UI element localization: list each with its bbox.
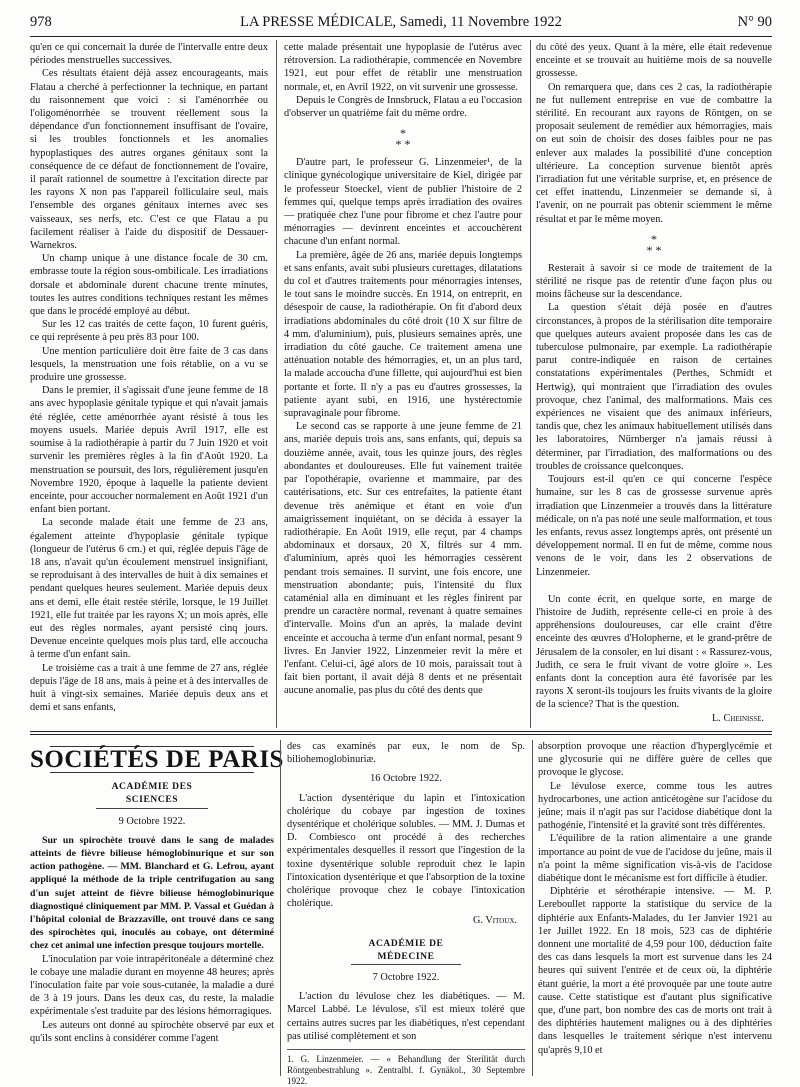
paragraph: L'action dysentérique du lapin et l'intoxication cholérique du cobaye par ingestion de toxines dysentérique et cholérique solubles. — MM. J. Dumas et D. Combiesco ont procédé à des recherches expérimentales desquelles il ressort que l'ingestion de la toxine dysentérique soluble reproduit chez le lapin l'intoxication dysentérique et que l'absorption de la toxine cholérique provoque chez le cobaye l'intoxication cholérique. xyxy=(287,792,525,910)
paragraph: Les auteurs ont donné au spirochète observé par eux et qu'ils sont enclins à considérer comme l'agent xyxy=(30,1019,274,1044)
footnote: 1. G. Linzenmeier. — « Behandlung der Sterilität durch Röntgenbestrahlung ». Zentralbl. f. Gynäkol., 30 Septembre 1922. xyxy=(287,1049,525,1087)
column-rule xyxy=(276,40,277,728)
author-signature: G. Vitoux. xyxy=(472,915,517,927)
column-rule xyxy=(532,740,533,1076)
page-number: 978 xyxy=(30,14,52,30)
page-header xyxy=(30,14,772,34)
academy-heading: ACADÉMIE DES SCIENCES xyxy=(96,781,208,808)
paragraph: On remarquera que, dans ces 2 cas, la radiothérapie ne fut nullement entreprise en vue de combattre la stérilité. En recourant aux rayons de Röntgen, on se proposait seulement de remédier aux hémorragies, mais on eut soin de choisir des doses faibles pour ne pas enlever aux malades la possibilité d'une conception ultérieure. La conception survenue bientôt après l'irradiation fut une véritable surprise, et, en présence de cet effet inattendu, Linzenmeier se demande si, à l'avenir, on ne pourrait pas obtenir sciemment le même résultat et par le même moyen. xyxy=(536,81,772,225)
session-date: 9 Octobre 1922. xyxy=(118,815,186,827)
paragraph: Le lévulose exerce, comme tous les autres hydrocarbones, une action anticétogène sur l'acidose du jeûne; mais il n'agit pas sur l'acidose diabétique dont la pathogénie, l'intensité et la gravité sont très différentes. xyxy=(538,780,772,832)
session-date: 7 Octobre 1922. xyxy=(372,972,440,984)
header-rule xyxy=(30,36,772,37)
paragraph: La question s'était déjà posée en d'autres circonstances, à propos de la stérilisation dite temporaire que quelques auteurs avaient proposée dans les cas de tuberculose pulmonaire, par exemple. La radiothérapie parut contre-indiquée en raison de certaines constatations expérimentales (Perthes, Schmidt et Hertwig), qui montraient que l'irradiation des ovules provoque, chez l'animal, des malformations. Mais ces expériences ne visaient que des animaux inférieurs, tandis que, chez les animaux habituellement utilisés dans les laboratoires, Nürnberger n'a jamais réussi à déterminer, par l'irradiation, des malformations ou des troubles de croissance quelconques. xyxy=(536,302,772,472)
paragraph: Un champ unique à une distance focale de 30 cm. embrasse toute la région sous-ombilicale. Les irradiations dorsale et abdominale durent chacune trente minutes, toutes les autres conditions techniques restant les mêmes que dans le procédé employé au début. xyxy=(30,253,268,318)
top-column-1 xyxy=(30,41,268,727)
paragraph: D'autre part, le professeur G. Linzenmeier¹, de la clinique gynécologique universitaire de Kiel, dirigée par le professeur Stoeckel, vient de publier l'histoire de 2 femmes qui, quelque temps après irradiation des ovaires — pratiquée chez l'une pour fibrome et chez l'autre pour ménorragies — devinrent enceintes et accouchèrent chacune d'un enfant normal. xyxy=(284,157,522,248)
paragraph: L'action du lévulose chez les diabétiques. — M. Marcel Labbé. Le lévulose, s'il est mieux toléré que certains autres sucres par les diabétiques, n'est cependant pas utilisé complètement et son xyxy=(287,991,525,1042)
paragraph: qu'en ce qui concernait la durée de l'intervalle entre deux périodes menstruelles successives. xyxy=(30,42,268,67)
paragraph: Diphtérie et sérothérapie intensive. — M. P. Lereboullet rapporte la statistique du service de la diphtérie aux Enfants-Malades, du 1er Janvier 1921 au 1er Juillet 1922. En 18 mois, 523 cas de diphtérie donnent une mortalité de 4,59 pour 100, déduction faite des cas dans lesquels la mort est survenue dans les 24 heures qui suivent l'entrée et de ceux où, la diphtérie étant guérie, la mort a été provoquée par une toute autre cause. Cette statistique est d'autant plus significative que, d'une part, bon nombre des cas de morts ont trait à des diphtéries hautement malignes ou à des diphtéries dans lesquelles le traitement sérique n'est intervenu qu'après 9,10 et xyxy=(538,886,772,1056)
section-title: SOCIÉTÉS DE PARIS xyxy=(30,746,284,773)
section-separator-stars: * * * xyxy=(646,231,662,257)
paragraph: Un conte écrit, en quelque sorte, en marge de l'histoire de Judith, représente celle-ci en proie à des appréhensions douloureuses, car elle craint d'être enceinte des œuvres d'Holopherne, et le grand-prêtre de Jérusalem de la consoler, en lui disant : « Rassurez-vous, Judith, ce sera le fruit vivant de votre gloire ». Les enfants dont la conception aura été favorisée par les rayons X seront-ils toujours les fruits vivants de la gloire de la science? That is the question. xyxy=(536,593,772,711)
paragraph: Une mention particulière doit être faite de 3 cas dans lesquels, la menstruation une fois rétablie, on a vu se produire une grossesse. xyxy=(30,345,268,384)
top-column-3 xyxy=(536,41,772,727)
paragraph: L'équilibre de la ration alimentaire a une grande importance au point de vue de l'acidose du jeûne, mais il n'a point la même signification vis-à-vis de l'acidose diabétique dont le mécanisme est fort difficile à étudier. xyxy=(538,833,772,885)
paragraph: Sur un spirochète trouvé dans le sang de malades atteints de fièvre bilieuse hémoglobinurique et sur son action pathogène. — MM. Blanchard et G. Lefrou, ayant appliqué la méthode de la triple centrifugation au sang d'un sujet atteint de fièvre bilieuse hémoglobinurique diagnostiqué cliniquement par MM. P. Vassal et Guédan à l'hôpital colonial de Brazzaville, ont trouvé dans ce sang des spirochètes qui, inoculés au cobaye, ont déterminé chez cet animal une infection presque toujours mortelle. xyxy=(30,834,274,952)
session-date: 16 Octobre 1922. xyxy=(370,773,442,785)
column-rule xyxy=(280,740,281,1076)
paragraph: absorption provoque une réaction d'hyperglycémie et une glycosurie qui ne diffère guère de celles que provoque le glycose. xyxy=(538,741,772,779)
paragraph: L'inoculation par voie intrapéritonéale a déterminé chez le cobaye une maladie durant en moyenne 48 heures; après l'inoculation faite par voie sous-cutanée, la maladie a duré de 3 à 19 jours. Dans les deux cas, du reste, la maladie expérimentale s'est traduite par des lésions hémorragiques. xyxy=(30,953,274,1018)
journal-title: LA PRESSE MÉDICALE, Samedi, 11 Novembre 1922 xyxy=(240,14,562,30)
academy-heading: ACADÉMIE DE MÉDECINE xyxy=(351,938,460,965)
top-column-2 xyxy=(284,41,522,727)
paragraph: des cas examinés par eux, le nom de Sp. biliohemoglobinuriæ. xyxy=(287,741,525,766)
paragraph: Toujours est-il qu'en ce qui concerne l'espèce humaine, sur les 8 cas de grossesse survenue après irradiation que Linzenmeier a trouvés dans la littérature médicale, on n'a pas noté une seule malformation, et tous les enfants, revus assez longtemps après, ont présenté un développement normal. Il en fut de même, comme nous venons de le voir, dans les 2 observations de Linzenmeier. xyxy=(536,474,772,578)
bottom-column-2 xyxy=(287,740,525,1087)
paragraph: Sur les 12 cas traités de cette façon, 10 furent guéris, ce qui représente à peu près 83 pour 100. xyxy=(30,319,268,344)
paragraph: du côté des yeux. Quant à la mère, elle était redevenue enceinte et se trouvait au huitième mois de sa nouvelle grossesse. xyxy=(536,42,772,80)
paragraph: Le troisième cas a trait à une femme de 27 ans, réglée depuis l'âge de 18 ans, mais à peine et à des intervalles de huit à vingt-six semaines. Mariée depuis deux ans et demi et sans enfants, xyxy=(30,662,268,714)
paragraph: La seconde malade était une femme de 23 ans, également atteinte d'hypoplasie génitale typique (longueur de l'utérus 6 cm.) et qui, réglée depuis l'âge de 18 ans, n'avait qu'un écoulement menstruel insignifiant, se reproduisant à des intervalles de huit à dix semaines et pendant quelques heures seulement. Mariée depuis deux ans et demi, elle était restée stérile, lorsque, le 19 Juillet 1921, elle fut traitée par les rayons X; un mois après, elle eut des règles normales, ayant persisté cinq jours. Devenue enceinte quelques mois plus tard, elle accoucha à terme d'un enfant sain. xyxy=(30,517,268,661)
section-separator-stars: * * * xyxy=(395,126,411,152)
paragraph: Dans le premier, il s'agissait d'une jeune femme de 18 ans avec hypoplasie génitale typique et qui n'avait jamais été réglée, cette aménorrhée ayant résisté à tous les moyens usuels. Mariée depuis Avril 1917, elle est soumise à la radiothérapie à partir du 7 Juin 1920 et voit survenir les premières règles à la fin d'Août 1920. La menstruation se poursuit, des lors, régulièrement jusqu'en Novembre 1920, époque à laquelle la patiente devient enceinte, pour accoucher normalement en Août 1921 d'un enfant bien portant. xyxy=(30,385,268,516)
author-signature: L. Cheinisse. xyxy=(712,712,764,724)
bottom-column-1 xyxy=(30,740,284,1076)
paragraph: Depuis le Congrès de Innsbruck, Flatau a eu l'occasion d'observer un quatrième fait du même ordre. xyxy=(284,94,522,120)
section-double-rule xyxy=(30,731,772,735)
paragraph: Le second cas se rapporte à une jeune femme de 21 ans, mariée depuis trois ans, sans enfants, qui, depuis sa douzième année, avait, tous les quinze jours, des règles abondantes et douloureuses. Elle fut vainement traitée par l'opothérapie, ovarienne et mammaire, par des cautérisations, etc. Sur ces entrefaites, la patiente étant devenue très anémique et étant en voie d'un amaigrissement inquiétant, on se décida à essayer la radiothérapie. En Août 1919, elle reçut, par 4 champs abdominaux et dorsaux, 20 X, filtrés sur 4 mm. d'aluminium, après quoi les hémorragies cessèrent pendant trois semaines. Il survint, une fois encore, une menstruation abondante; puis, l'intensité du flux cataménial alla en diminuant et les règles finirent par prendre un caractère normal, revenant à quatre semaines d'intervalle. Moins d'un an après, la malade devint enceinte et accoucha à terme d'un enfant normal, pesant 9 livres. En Janvier 1922, Linzenmeier revit la mère et l'enfant. Celui-ci, âgé alors de 10 mois, paraissait tout à fait bien portant, il avait déjà 8 dents et ne présentait aucune anomalie, pas plus du côté des dents que xyxy=(284,421,522,697)
column-rule xyxy=(530,40,531,728)
paragraph: Resterait à savoir si ce mode de traitement de la stérilité ne risque pas de retentir d'une façon plus ou moins fâcheuse sur la descendance. xyxy=(536,262,772,301)
paragraph: cette malade présentait une hypoplasie de l'utérus avec rétroversion. La radiothérapie, commencée en Novembre 1921, eut pour effet de rétablir une menstruation normale, et, en Avril 1922, on vit survenir une grossesse. xyxy=(284,42,522,93)
issue-number: N° 90 xyxy=(737,14,772,30)
paragraph: Ces résultats étaient déjà assez encourageants, mais Flatau a cherché à perfectionner la technique, en partant du raisonnement que voici : si l'aménorrhée ou l'oligoménorrhée se trouvent réellement sous la dépendance d'un fonctionnement insuffisant de l'ovaire, si les troubles fonctionnels et les anomalies hypoplastiques des autres organes génitaux sont la conséquence de ce défaut de fonctionnement de l'ovaire, il paraît rationnel de soumettre à l'excitation directe par les rayons X non pas l'appareil folliculaire seul, mais l'ensemble des organes génitaux internes avec ses vaisseaux, ses nerfs, etc. C'est ce que Flatau a pu facilement réaliser à l'aide du dispositif de Dessauer-Warnekros. xyxy=(30,68,268,252)
bottom-column-3 xyxy=(538,740,772,1076)
paragraph: La première, âgée de 26 ans, mariée depuis longtemps et sans enfants, avait subi plusieurs curettages, dilatations du col et d'autres traitements pour ménorragies intenses, le tout sans le moindre succès. En 1914, on entreprit, en désespoir de cause, la radiothérapie. On fit d'abord deux irradiations abdominales du côté droit (10 X sur filtre de 4 mm. d'aluminium), puis, plusieurs semaines après, une irradiation du côté gauche. Ce traitement amena une atténuation notable des hémorragies, et, un an plus tard, la malade accoucha d'une fillette, qui aujourd'hui est bien portante et forte. Il n'y a pas eu d'autres grossesses, la patiente ayant subi, en 1916, une hystérectomie supravaginale pour fibrome. xyxy=(284,249,522,420)
